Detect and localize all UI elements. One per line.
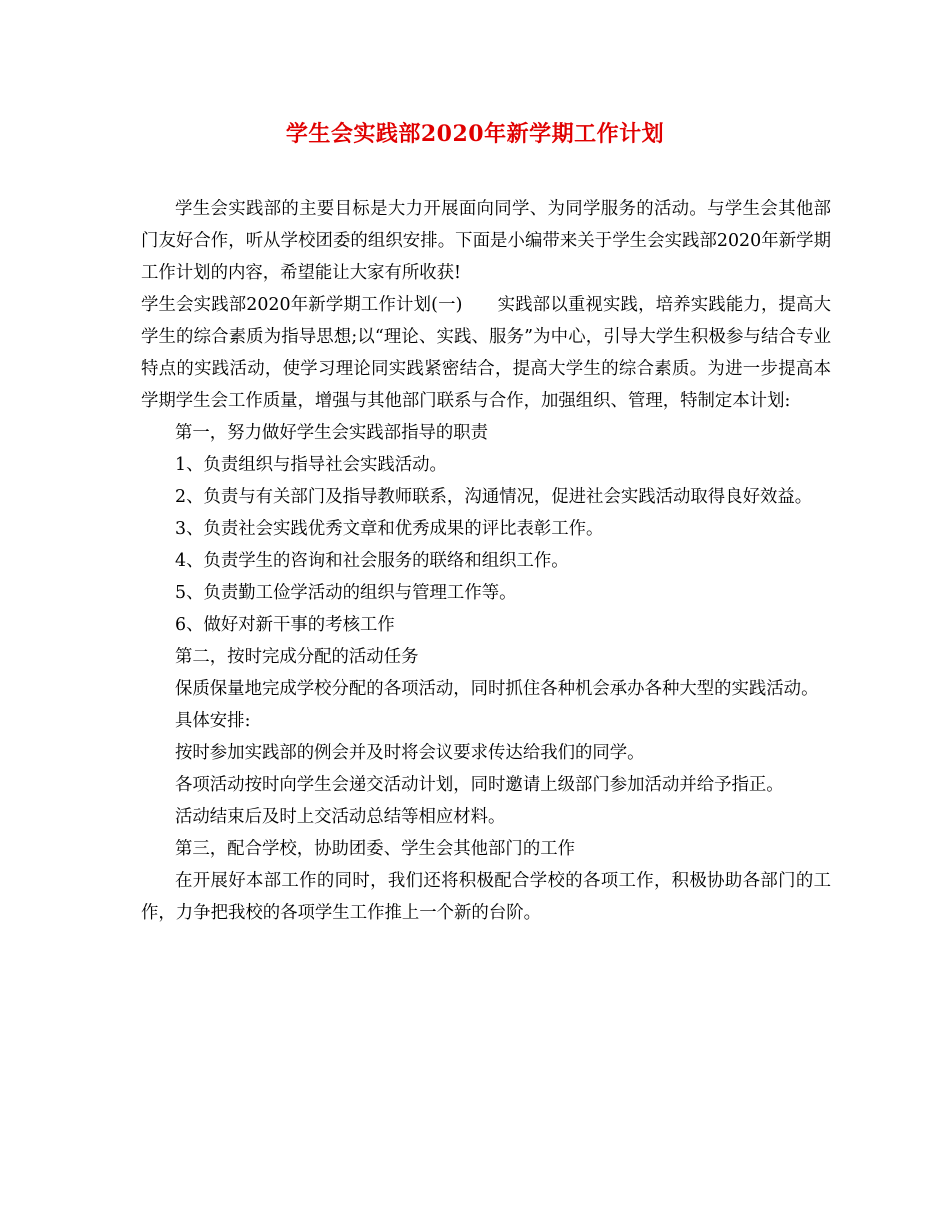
list-item: 5、负责勤工俭学活动的组织与管理工作等。 (175, 583, 517, 603)
document-title: 学生会实践部2020年新学期工作计划 (285, 121, 665, 147)
list-item: 6、做好对新干事的考核工作 (175, 615, 395, 635)
paragraph: 保质保量地完成学校分配的各项活动，同时抓住各种机会承办各种大型的实践活动。 (175, 679, 819, 699)
list-item: 4、负责学生的咨询和社会服务的联络和组织工作。 (175, 551, 569, 571)
paragraph: 在开展好本部工作的同时，我们还将积极配合学校的各项工作，积极协助各部门的工作，力争把我校的各项学生工作推上一个新的台阶。 (141, 871, 831, 923)
paragraph: 具体安排: (175, 711, 251, 731)
list-item: 3、负责社会实践优秀文章和优秀成果的评比表彰工作。 (175, 519, 604, 539)
section-heading: 第三，配合学校，协助团委、学生会其他部门的工作 (175, 839, 575, 859)
section-heading: 第一，努力做好学生会实践部指导的职责 (175, 423, 489, 443)
document-body (141, 193, 831, 929)
paragraph: 活动结束后及时上交活动总结等相应材料。 (175, 807, 506, 827)
list-item: 2、负责与有关部门及指导教师联系，沟通情况，促进社会实践活动取得良好效益。 (175, 487, 813, 507)
paragraph: 各项活动按时向学生会递交活动计划，同时邀请上级部门参加活动并给予指正。 (175, 775, 784, 795)
paragraph: 按时参加实践部的例会并及时将会议要求传达给我们的同学。 (175, 743, 645, 763)
list-item: 1、负责组织与指导社会实践活动。 (175, 455, 447, 475)
paragraph: 学生会实践部的主要目标是大力开展面向同学、为同学服务的活动。与学生会其他部门友好合作，听从学校团委的组织安排。下面是小编带来关于学生会实践部2020年新学期工作计划的内容，希望能让大家有所收获! (141, 199, 831, 283)
paragraph: 学生会实践部2020年新学期工作计划(一) 实践部以重视实践，培养实践能力，提高大学生的综合素质为指导思想;以“理论、实践、服务”为中心，引导大学生积极参与结合专业特点的实践活动，使学习理论同实践紧密结合，提高大学生的综合素质。为进一步提高本学期学生会工作质量，增强与其他部门联系与合作，加强组织、管理，特制定本计划: (141, 295, 831, 411)
section-heading: 第二，按时完成分配的活动任务 (175, 647, 419, 667)
